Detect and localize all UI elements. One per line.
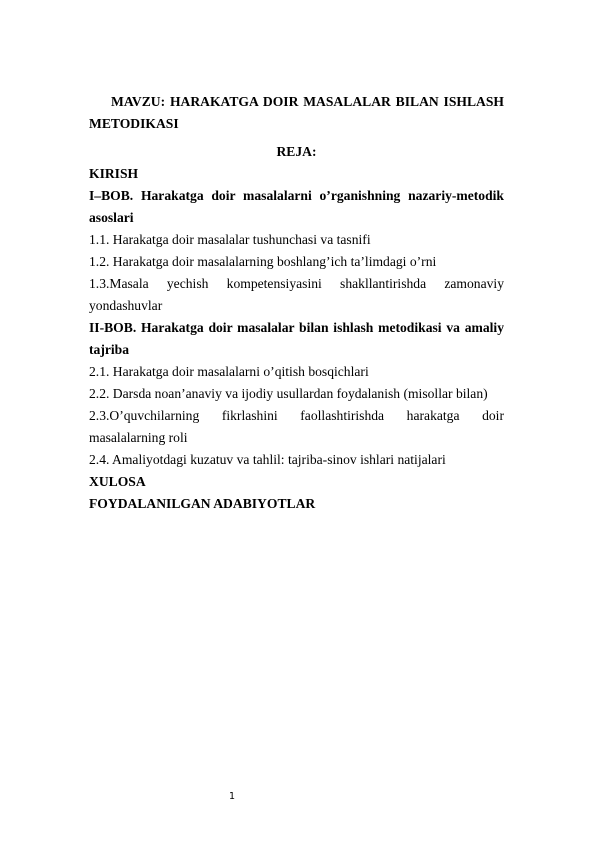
toc-section-2-1: 2.1. Harakatga doir masalalarni o’qitish bosqichlari [89, 364, 369, 379]
toc-chapter-1: I–BOB. Harakatga doir masalalarni o’rganishning nazariy-metodik asoslari [89, 188, 504, 225]
toc-section-1-3: 1.3.Masala yechish kompetensiyasini shakllantirishda zamonaviy yondashuvlar [89, 276, 504, 313]
toc-intro: KIRISH [89, 166, 139, 181]
toc-chapter-2: II-BOB. Harakatga doir masalalar bilan ishlash metodikasi va amaliy tajriba [89, 320, 504, 357]
toc-section-2-4: 2.4. Amaliyotdagi kuzatuv va tahlil: tajriba-sinov ishlari natijalari [89, 452, 446, 467]
toc-section-1-1: 1.1. Harakatga doir masalalar tushunchasi va tasnifi [89, 232, 371, 247]
toc-section-2-2: 2.2. Darsda noan’anaviy va ijodiy usullardan foydalanish (misollar bilan) [89, 386, 488, 401]
table-of-contents [89, 163, 504, 515]
toc-conclusion: XULOSA [89, 474, 146, 489]
plan-heading: REJA: [276, 144, 317, 159]
document-title: MAVZU: HARAKATGA DOIR MASALALAR BILAN ISHLASH METODIKASI [89, 94, 504, 131]
toc-section-2-3: 2.3.O’quvchilarning fikrlashini faollashtirishda harakatga doir masalalarning roli [89, 408, 504, 445]
toc-references: FOYDALANILGAN ADABIYOTLAR [89, 496, 316, 511]
toc-section-1-2: 1.2. Harakatga doir masalalarning boshlang’ich ta’limdagi o’rni [89, 254, 437, 269]
page-number: 1 [228, 791, 236, 802]
